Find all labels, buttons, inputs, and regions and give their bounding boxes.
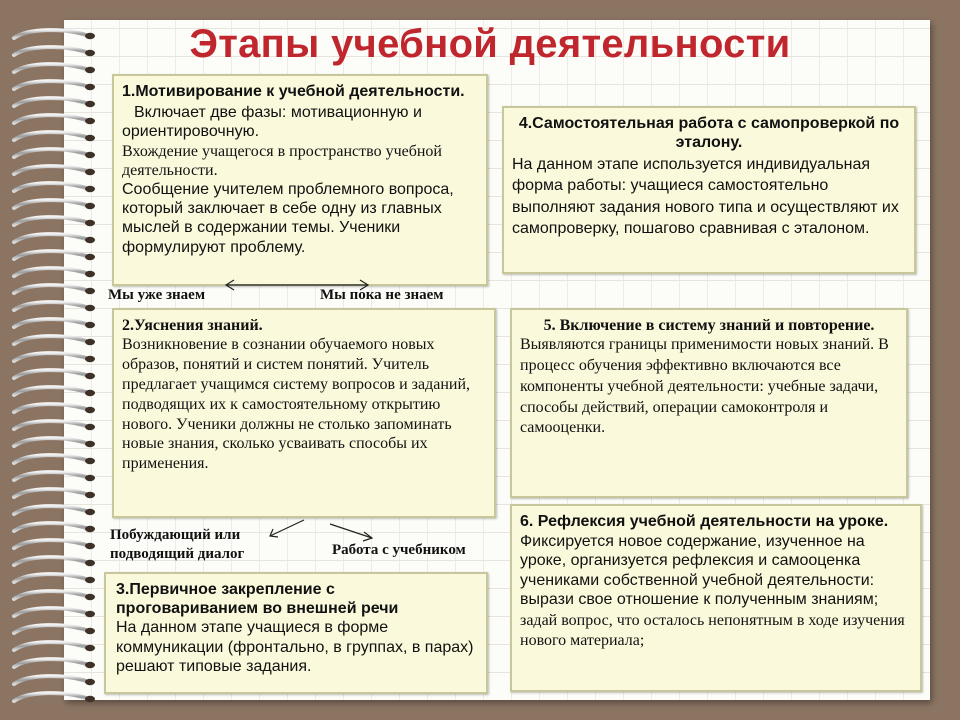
stage-6-text-summary: Фиксируется новое содержание, изученное на уроке, организуется рефлексия и самооценка учениками собственной учебной деятельности: вырази свое отношение к полученным знаниям; bbox=[520, 532, 879, 609]
stage-4-text: На данном этапе используется индивидуальная форма работы: учащиеся самостоятельно выполняют задания нового типа и осуществляют их самопроверку, пошагово сравнивая с эталоном. bbox=[512, 156, 899, 237]
page-title: Этапы учебной деятельности bbox=[189, 22, 791, 66]
label-dialog: Побуждающий или подводящий диалог bbox=[110, 527, 245, 562]
stage-2-heading: 2.Уяснения знаний. bbox=[122, 317, 263, 334]
stage-1-heading: 1.Мотивирование к учебной деятельности. bbox=[122, 83, 465, 100]
stage-1-text-entry: Вхождение учащегося в пространство учебной деятельности. bbox=[122, 142, 442, 179]
stage-2-text: Возникновение в сознании обучаемого новых образов, понятий и систем понятий. Учитель предлагает учащимся систему вопросов и заданий, подводящих их к самостоятельному открытию нового. Ученики должны не столько запоминать новые знания, сколько усваивать способы их применения. bbox=[122, 336, 471, 473]
label-textbook: Работа с учебником bbox=[332, 542, 466, 558]
stage-3-text: На данном этапе учащиеся в форме коммуникации (фронтально, в группах, в парах) решают типовые задания. bbox=[116, 619, 474, 676]
label-unknown: Мы пока не знаем bbox=[320, 287, 444, 303]
stage-4-heading: 4.Самостоятельная работа с самопроверкой по эталону. bbox=[518, 115, 900, 152]
stage-5-heading: 5. Включение в систему знаний и повторение. bbox=[543, 317, 875, 334]
textbook-arrow-line bbox=[330, 524, 372, 538]
label-known: Мы уже знаем bbox=[108, 287, 206, 303]
stage-1-text-question: Сообщение учителем проблемного вопроса, который заключает в себе одну из главных мыслей в содержании темы. Ученики формулируют проблему. bbox=[122, 180, 454, 256]
stage-1-text-phases: Включает две фазы: мотивационную и ориентировочную. bbox=[122, 104, 422, 141]
stage-6-heading: 6. Рефлексия учебной деятельности на уроке. bbox=[520, 513, 889, 530]
stage-3-heading: 3.Первичное закрепление с проговариванием во внешней речи bbox=[116, 581, 399, 618]
stage-5-text: Выявляются границы применимости новых знаний. В процесс обучения эффективно включаются все компоненты учебной деятельности: учебные задачи, способы действий, операции самоконтроля и самооценки. bbox=[520, 336, 889, 437]
dialog-arrow-line bbox=[270, 520, 304, 536]
stage-6-text-question: задай вопрос, что осталось непонятным в ходе изучения нового материала; bbox=[520, 611, 905, 649]
